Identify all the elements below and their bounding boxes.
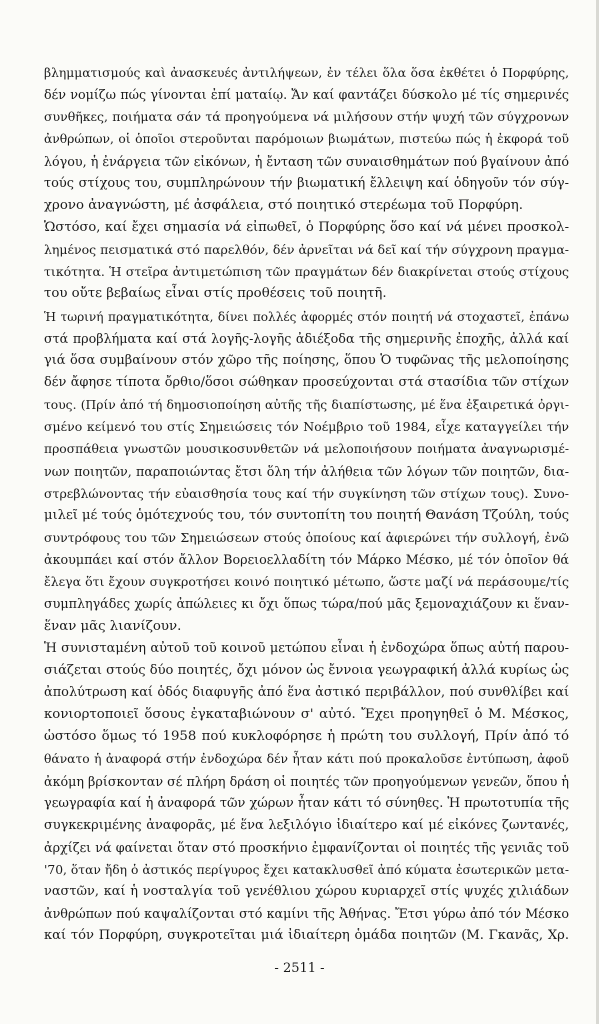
text-line: μιλεῖ μέ τούς ὁμότεχνούς του, τόν συντοπίτη του ποιητή Θανάση Τζούλη, τούς	[44, 507, 570, 523]
text-line: στρεβλώνοντας τήν εὐαισθησία τους καί τήν συγκίνηση τῶν στίχων τους). Συνο-	[44, 485, 569, 501]
text-line: δέν ἄφησε τίποτα ὄρθιο/ὅσοι σώθηκαν προσεύχονται στά στασίδια τῶν στίχων	[44, 374, 569, 390]
text-line: ἀνθρώπων, οἱ ὁποῖοι στεροῦνται παρόμοιων βιωμάτων, πιστεύω πώς ἡ ἐκφορά τοῦ	[44, 132, 569, 147]
text-line: τικότητα. Ἡ στεῖρα ἀντιμετώπιση τῶν πραγμάτων δέν διακρίνεται στούς στίχους	[44, 264, 569, 280]
text-line: κονιορτοποιεῖ ὅσους ἐγκαταβιώνουν σ' αὐτό. Ἔχει προηγηθεῖ ὁ Μ. Μέσκος,	[44, 707, 569, 723]
text-line: χρονο ἀναγνώστη, μέ ἀσφάλεια, στό ποιητικό στερέωμα τοῦ Πορφύρη.	[44, 197, 523, 213]
text-line: λημένος πεισματικά στό παρελθόν, δέν ἀρνεῖται νά δεῖ καί τήν σύγχρονη πραγμα-	[44, 242, 569, 258]
text-line: ἀκόμη βρίσκονταν σέ πλήρη δράση οἱ ποιητές τῶν προηγούμενων γενεῶν, ὅπου ἡ	[44, 773, 569, 789]
text-line: σμένο κείμενό του στίς Σημειώσεις τόν Νοέμβριο τοῦ 1984, εἶχε καταγγείλει τήν	[44, 419, 569, 435]
text-line: ναστῶν, καί ἡ νοσταλγία τοῦ γενέθλιου χώρου κυριαρχεῖ στίς ψυχές χιλιάδων	[44, 884, 569, 900]
text-line: ἀκουμπάει καί στόν ἄλλον Βορειοελλαδίτη τόν Μάρκο Μέσκο, μέ τόν ὁποῖον θά	[44, 552, 569, 568]
body-text	[44, 62, 569, 948]
text-line: ὡστόσο ὅμως τό 1958 πού κυκλοφόρησε ἡ πρώτη του συλλογή, Πρίν ἀπό τό	[44, 729, 569, 745]
text-line: ἀρχίζει νά φαίνεται ὅταν στό προσκήνιο ἐμφανίζονται οἱ ποιητές τῆς γενιᾶς τοῦ	[44, 839, 569, 855]
text-line: στά προβλήματα καί στά λογῆς-λογῆς ἀδιέξοδα τῆς σημερινῆς ἐποχῆς, ἀλλά καί	[44, 330, 569, 346]
text-line: λόγου, ἡ ἐνάργεια τῶν εἰκόνων, ἡ ἔνταση τῶν συναισθημάτων πού βγαίνουν ἀπό	[44, 153, 569, 169]
text-line: ἀπολύτρωση καί ὁδός διαφυγῆς ἀπό ἕνα ἀστικό περιβάλλον, πού συνθλίβει καί	[44, 684, 569, 700]
text-line: τούς στίχους του, συμπληρώνουν τήν βιωματική ἔλλειψη καί ὁδηγοῦν τόν σύγ-	[44, 175, 569, 191]
text-line: σιάζεται στούς δύο ποιητές, ὄχι μόνον ὡς ἔννοια γεωγραφική ἀλλά κυρίως ὡς	[44, 662, 570, 678]
text-line: '70, ὅταν ἤδη ὁ ἀστικός περίγυρος ἔχει κατακλυσθεῖ ἀπό κύματα ἐσωτερικῶν μετα-	[44, 863, 569, 878]
text-line: γιά ὅσα συμβαίνουν στόν χῶρο τῆς ποίησης, ὅπου Ὁ τυφῶνας τῆς μελοποίησης	[44, 352, 569, 368]
text-line: συγκεκριμένης ἀναφορᾶς, μέ ἕνα λεξιλόγιο ἰδιαίτερο καί μέ εἰκόνες ζωντανές,	[44, 817, 569, 833]
page-number: - 2511 -	[274, 961, 325, 976]
text-line: τους. (Πρίν ἀπό τή δημοσιοποίηση αὐτῆς τῆς διαπίστωσης, μέ ἕνα ἐξαιρετικά ὀργι-	[44, 398, 569, 413]
text-line: Ἡ συνισταμένη αὐτοῦ τοῦ κοινοῦ μετώπου εἶναι ἡ ἐνδοχώρα ὅπως αὐτή παρου-	[44, 640, 569, 656]
text-line: Ἡ τωρινή πραγματικότητα, δίνει πολλές ἀφορμές στόν ποιητή νά στοχαστεῖ, ἐπάνω	[44, 309, 569, 324]
text-line: ἕναν μᾶς λιανίζουν.	[44, 618, 182, 634]
text-line: βλημματισμούς καὶ ἀνασκευές ἀντιλήψεων, ἐν τέλει ὅλα ὅσα ἐκθέτει ὁ Πορφύρης,	[44, 66, 569, 80]
text-line: συμπληγάδες χωρίς ἀπώλειες κι ὄχι ὅπως τώρα/πού μᾶς ξεμοναχιάζουν κι ἕναν-	[44, 596, 569, 612]
text-line: συντρόφους του τῶν Σημειώσεων στούς ὁποίους καί ἀφιερώνει τήν συλλογή, ἐνῶ	[44, 529, 569, 545]
text-line: καί τόν Πορφύρη, συγκροτεῖται μιά ἰδιαίτερη ὁμάδα ποιητῶν (Μ. Γκανᾶς, Χρ.	[44, 928, 569, 944]
text-line: ἀνθρώπων πού καψαλίζονται στό καμίνι τῆς Ἀθήνας. Ἔτσι γύρω ἀπό τόν Μέσκο	[44, 906, 569, 922]
text-line: νων ποιητῶν, παραποιώντας ἔτσι ὅλη τήν ἀλήθεια τῶν λόγων τῶν ποιητῶν, δια-	[44, 463, 569, 479]
text-line: δέν νομίζω πώς γίνονται ἐπί ματαίῳ. Ἄν καί φαντάζει δύσκολο μέ τίς σημερινές	[44, 87, 569, 103]
text-line: προσπάθεια γνωστῶν μουσικοσυνθετῶν νά μελοποιήσουν ποιήματα ἀναγνωρισμέ-	[44, 442, 569, 457]
text-line: Ὡστόσο, καί ἔχει σημασία νά εἰπωθεῖ, ὁ Πορφύρης ὅσο καί νά μένει προσκολ-	[44, 219, 569, 235]
text-line: του οὔτε βεβαίως εἶναι στίς προθέσεις τοῦ ποιητῆ.	[44, 286, 387, 302]
text-line: γεωγραφία καί ἡ ἀναφορά τῶν χώρων ἦταν κάτι τό σύνηθες. Ἡ πρωτοτυπία τῆς	[44, 795, 570, 811]
text-line: θάνατο ἡ ἀναφορά στήν ἐνδοχώρα δέν ἦταν κάτι πού προκαλοῦσε ἐντύπωση, ἀφοῦ	[44, 752, 569, 767]
text-line: συνθῆκες, ποιήματα σάν τά προηγούμενα νά μιλήσουν στήν ψυχή τῶν σύγχρονων	[44, 109, 569, 125]
text-line: ἔλεγα ὅτι ἔχουν συγκροτήσει κοινό ποιητικό μέτωπο, ὥστε μαζί νά περάσουμε/τίς	[44, 574, 569, 590]
